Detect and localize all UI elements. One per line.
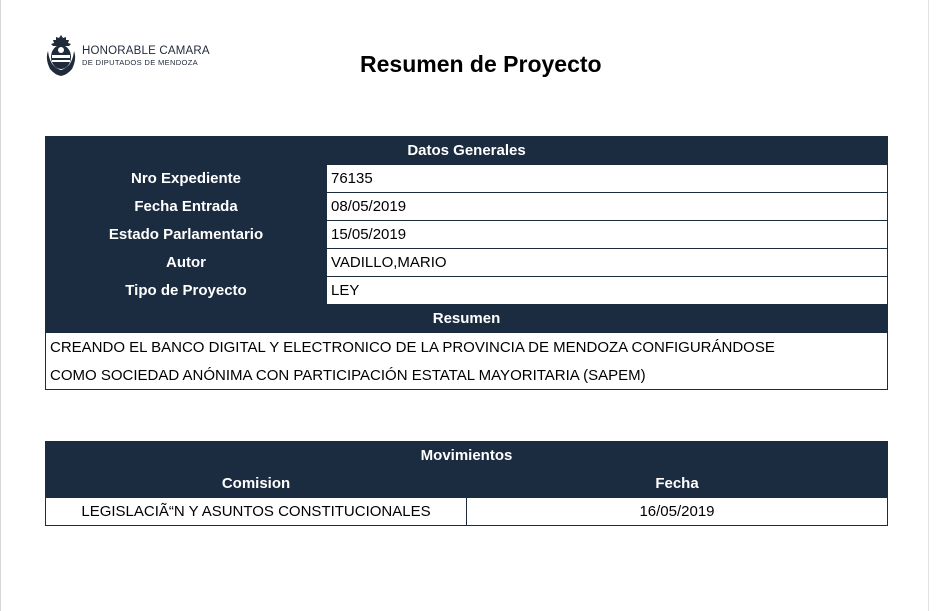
section-header-resumen: Resumen (46, 305, 888, 333)
field-label: Estado Parlamentario (46, 221, 327, 249)
section-header-movimientos: Movimientos (46, 442, 888, 470)
section-header-datos-generales: Datos Generales (46, 137, 888, 165)
field-label: Tipo de Proyecto (46, 277, 327, 305)
table-row (46, 277, 888, 305)
field-label: Autor (46, 249, 327, 277)
resumen-text-line: CREANDO EL BANCO DIGITAL Y ELECTRONICO DE LA PROVINCIA DE MENDOZA CONFIGURÁNDOSE (46, 333, 888, 362)
column-header-fecha: Fecha (467, 470, 888, 498)
table-row (46, 165, 888, 193)
field-label: Fecha Entrada (46, 193, 327, 221)
field-value: LEY (327, 277, 888, 305)
column-header-comision: Comision (46, 470, 467, 498)
field-label: Nro Expediente (46, 165, 327, 193)
table-row (46, 221, 888, 249)
logo-title: HONORABLE CAMARA (82, 45, 210, 57)
chamber-logo (44, 33, 214, 79)
movimientos-table (45, 441, 888, 526)
page-edge (0, 0, 1, 611)
table-row (46, 498, 888, 526)
table-row (46, 193, 888, 221)
field-value: 15/05/2019 (327, 221, 888, 249)
fecha-cell: 16/05/2019 (467, 498, 888, 526)
coat-of-arms-icon (44, 33, 78, 77)
field-value: 76135 (327, 165, 888, 193)
logo-subtitle: DE DIPUTADOS DE MENDOZA (82, 58, 199, 67)
page-edge (928, 0, 929, 611)
table-row (46, 249, 888, 277)
datos-generales-table (45, 136, 888, 390)
page-title: Resumen de Proyecto (360, 51, 602, 77)
field-value: VADILLO,MARIO (327, 249, 888, 277)
field-value: 08/05/2019 (327, 193, 888, 221)
resumen-text-line: COMO SOCIEDAD ANÓNIMA CON PARTICIPACIÓN ESTATAL MAYORITARIA (SAPEM) (46, 361, 888, 390)
comision-cell: LEGISLACIÃ“N Y ASUNTOS CONSTITUCIONALES (46, 498, 467, 526)
